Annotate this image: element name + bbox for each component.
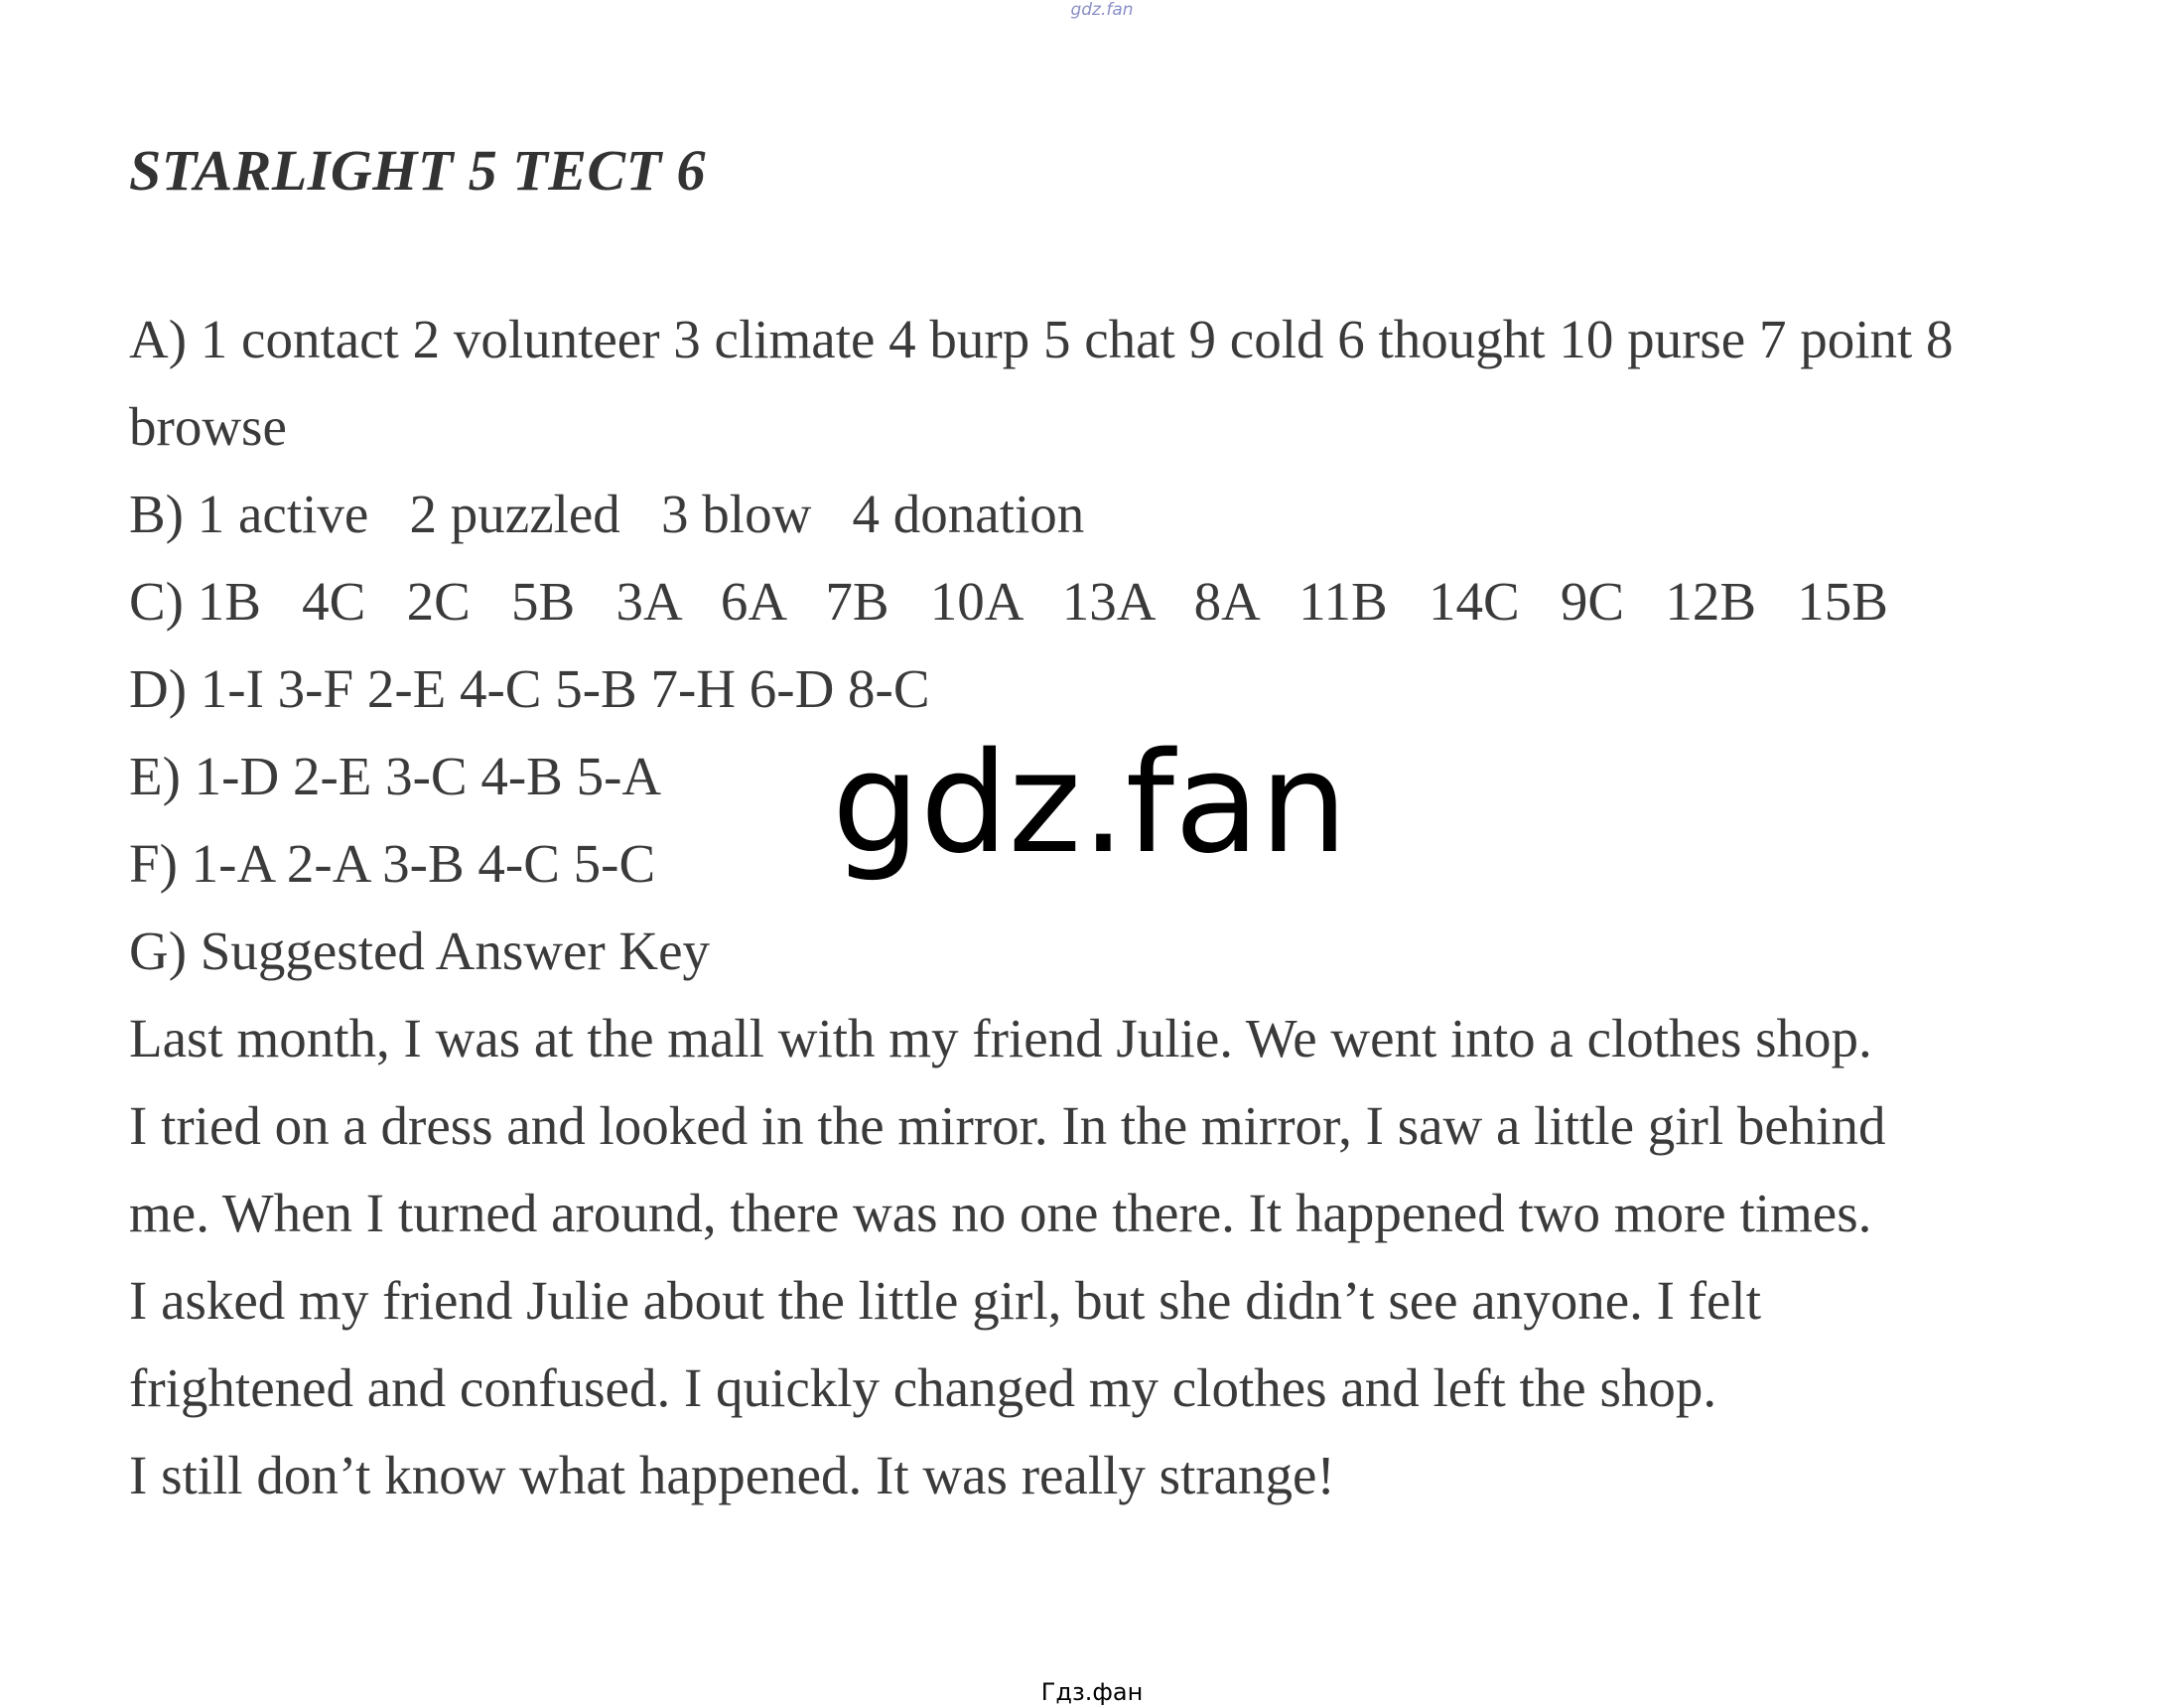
answer-section-a: A) 1 contact 2 volunteer 3 climate 4 burp 5 chat 9 cold 6 thought 10 purse 7 point 8 browse: [129, 309, 1954, 457]
answer-section-f: F) 1-A 2-A 3-B 4-C 5-C: [129, 833, 656, 894]
top-watermark: gdz.fan: [1070, 0, 1134, 20]
story-line: I tried on a dress and looked in the mirror. In the mirror, I saw a little girl behind: [129, 1095, 1886, 1156]
story-line: I still don’t know what happened. It was really strange!: [129, 1445, 1335, 1505]
answer-section-e: E) 1-D 2-E 3-C 4-B 5-A: [129, 746, 662, 806]
center-watermark: gdz.fan: [832, 723, 1348, 885]
answer-section-c: C) 1B 4C 2C 5B 3A 6A 7B 10A 13A 8A 11B 14C 9C 12B 15B: [129, 571, 1888, 632]
bottom-watermark: Гдз.фан: [1040, 1678, 1144, 1706]
story-line: frightened and confused. I quickly changed my clothes and left the shop.: [129, 1357, 1717, 1418]
story-line: me. When I turned around, there was no one there. It happened two more times.: [129, 1183, 1872, 1243]
answer-section-d: D) 1-I 3-F 2-E 4-C 5-B 7-H 6-D 8-C: [129, 658, 930, 719]
answer-section-g: G) Suggested Answer Key: [129, 921, 711, 981]
story-line: I asked my friend Julie about the little girl, but she didn’t see anyone. I felt: [129, 1270, 1761, 1331]
answer-section-b: B) 1 active 2 puzzled 3 blow 4 donation: [129, 484, 1085, 544]
story-line: Last month, I was at the mall with my friend Julie. We went into a clothes shop.: [129, 1008, 1872, 1068]
answer-key-body: [129, 296, 2115, 1519]
page-title: STARLIGHT 5 TECT 6: [129, 138, 707, 203]
